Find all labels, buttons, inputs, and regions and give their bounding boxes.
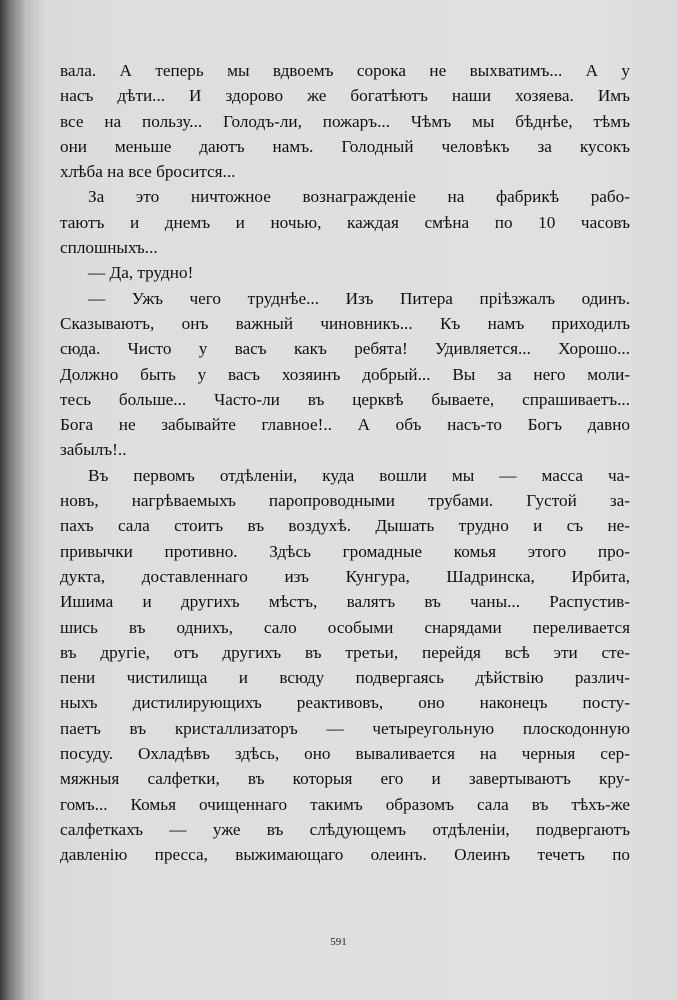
text-line: они меньше даютъ намъ. Голодный человѣкъ за кусокъ (60, 136, 630, 156)
page-text (60, 58, 630, 868)
text-line: привычки противно. Здѣсь громадные комья этого про- (60, 541, 630, 561)
text-line: сплошныхъ... (60, 238, 158, 258)
page-number: 591 (330, 936, 347, 948)
text-line: хлѣба на все бросится... (60, 162, 236, 182)
text-line: забылъ!.. (60, 440, 127, 460)
text-line: шись въ однихъ, сало особыми снарядами переливается (60, 617, 630, 637)
text-line: — Ужъ чего труднѣе... Изъ Питера пріѣзжалъ одинъ. (88, 288, 630, 308)
text-line: Ишима и другихъ мѣстъ, валятъ въ чаны... Распустив- (60, 592, 630, 612)
text-line: Сказываютъ, онъ важный чиновникъ... Къ намъ приходилъ (60, 313, 630, 333)
text-line: Должно быть у васъ хозяинъ добрый... Вы за него моли- (60, 364, 630, 384)
text-line: посуду. Охладѣвъ здѣсь, оно вываливается на черныя сер- (60, 744, 630, 764)
text-line: тесь больше... Часто-ли въ церквѣ бываете, спрашиваетъ... (60, 389, 630, 409)
text-line: пахъ сала стоитъ въ воздухѣ. Дышать трудно и съ не- (60, 516, 630, 536)
text-line: дукта, доставленнаго изъ Кунгура, Шадринска, Ирбита, (60, 566, 630, 586)
text-line: вала. А теперь мы вдвоемъ сорока не выхватимъ... А у (60, 61, 630, 80)
text-line: насъ дѣти... И здорово же богатѣютъ наши хозяева. Имъ (60, 86, 630, 106)
text-line: все на пользу... Голодъ-ли, пожаръ... Чѣмъ мы бѣднѣе, тѣмъ (60, 111, 630, 131)
text-line: гомъ... Комья очищеннаго такимъ образомъ сала въ тѣхъ-же (60, 794, 630, 814)
text-line: паетъ въ кристаллизаторъ — четыреугольную плоскодонную (60, 718, 630, 738)
text-line: пени чистилища и всюду подвергаясь дѣйствію различ- (60, 668, 630, 688)
text-line: мяжныя салфетки, въ которыя его и завертываютъ кру- (60, 769, 630, 789)
text-line: Бога не забывайте главное!.. А объ насъ-то Богъ давно (60, 415, 630, 435)
text-line: сюда. Чисто у васъ какъ ребята! Удивляется... Хорошо... (60, 339, 630, 359)
text-line: таютъ и днемъ и ночью, каждая смѣна по 10 часовъ (60, 212, 630, 232)
text-line: — Да, трудно! (88, 263, 194, 283)
text-line: въ другіе, отъ другихъ въ третьи, перейдя всѣ эти сте- (60, 642, 630, 662)
text-line: новъ, нагрѣваемыхъ паропроводными трубами. Густой за- (60, 491, 630, 511)
text-line: давленію пресса, выжимающаго олеинъ. Олеинъ течетъ по (60, 845, 630, 865)
text-line: салфеткахъ — уже въ слѣдующемъ отдѣленіи, подвергаютъ (60, 819, 630, 839)
text-line: ныхъ дистилирующихъ реактивовъ, оно наконецъ посту- (60, 693, 630, 713)
text-line: За это ничтожное вознагражденіе на фабрикѣ рабо- (88, 187, 630, 207)
text-line: Въ первомъ отдѣленіи, куда вошли мы — масса ча- (88, 465, 630, 485)
